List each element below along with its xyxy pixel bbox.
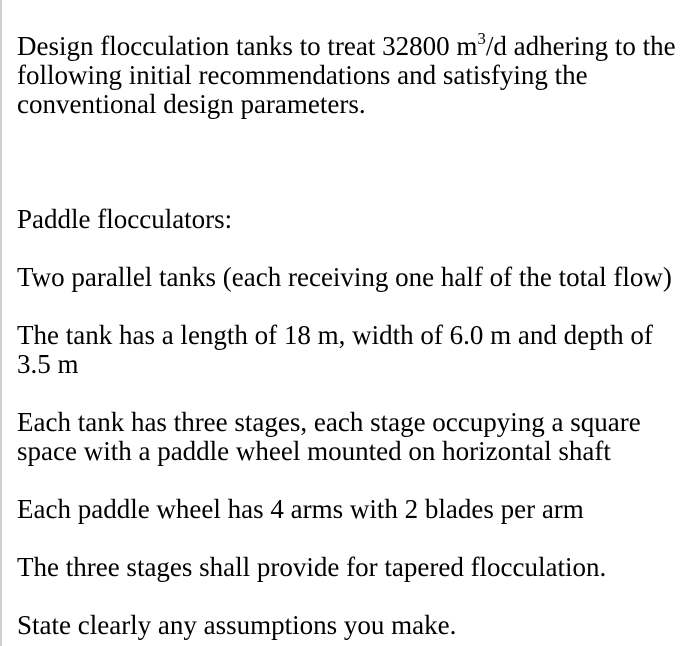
intro-paragraph <box>17 29 700 119</box>
intro-line-2: following initial recommendations and satisfying the <box>17 60 588 90</box>
assumptions-paragraph: State clearly any assumptions you make. <box>17 610 457 640</box>
tapered-paragraph: The three stages shall provide for tapered flocculation. <box>17 552 607 582</box>
stages-line-2: space with a paddle wheel mounted on horizontal shaft <box>17 436 611 466</box>
cubic-superscript: 3 <box>477 29 486 48</box>
intro-line-1: Design flocculation tanks to treat 32800 $m^3/d$ adhering to the <box>17 29 676 61</box>
problem-text <box>17 29 700 640</box>
section-heading: Paddle flocculators: <box>17 204 233 234</box>
dimensions-paragraph <box>17 321 700 379</box>
stages-line-1: Each tank has three stages, each stage occupying a square <box>17 407 641 437</box>
left-border <box>0 0 2 646</box>
tanks-paragraph: Two parallel tanks (each receiving one half of the total flow) <box>17 262 672 292</box>
dimensions-line-1: The tank has a length of 18 m, width of 6.0 m and depth of <box>17 320 653 350</box>
wheel-paragraph: Each paddle wheel has 4 arms with 2 blades per arm <box>17 494 584 524</box>
intro-line-3: conventional design parameters. <box>17 89 366 119</box>
stages-paragraph <box>17 408 700 466</box>
dimensions-line-2: 3.5 m <box>17 349 79 379</box>
